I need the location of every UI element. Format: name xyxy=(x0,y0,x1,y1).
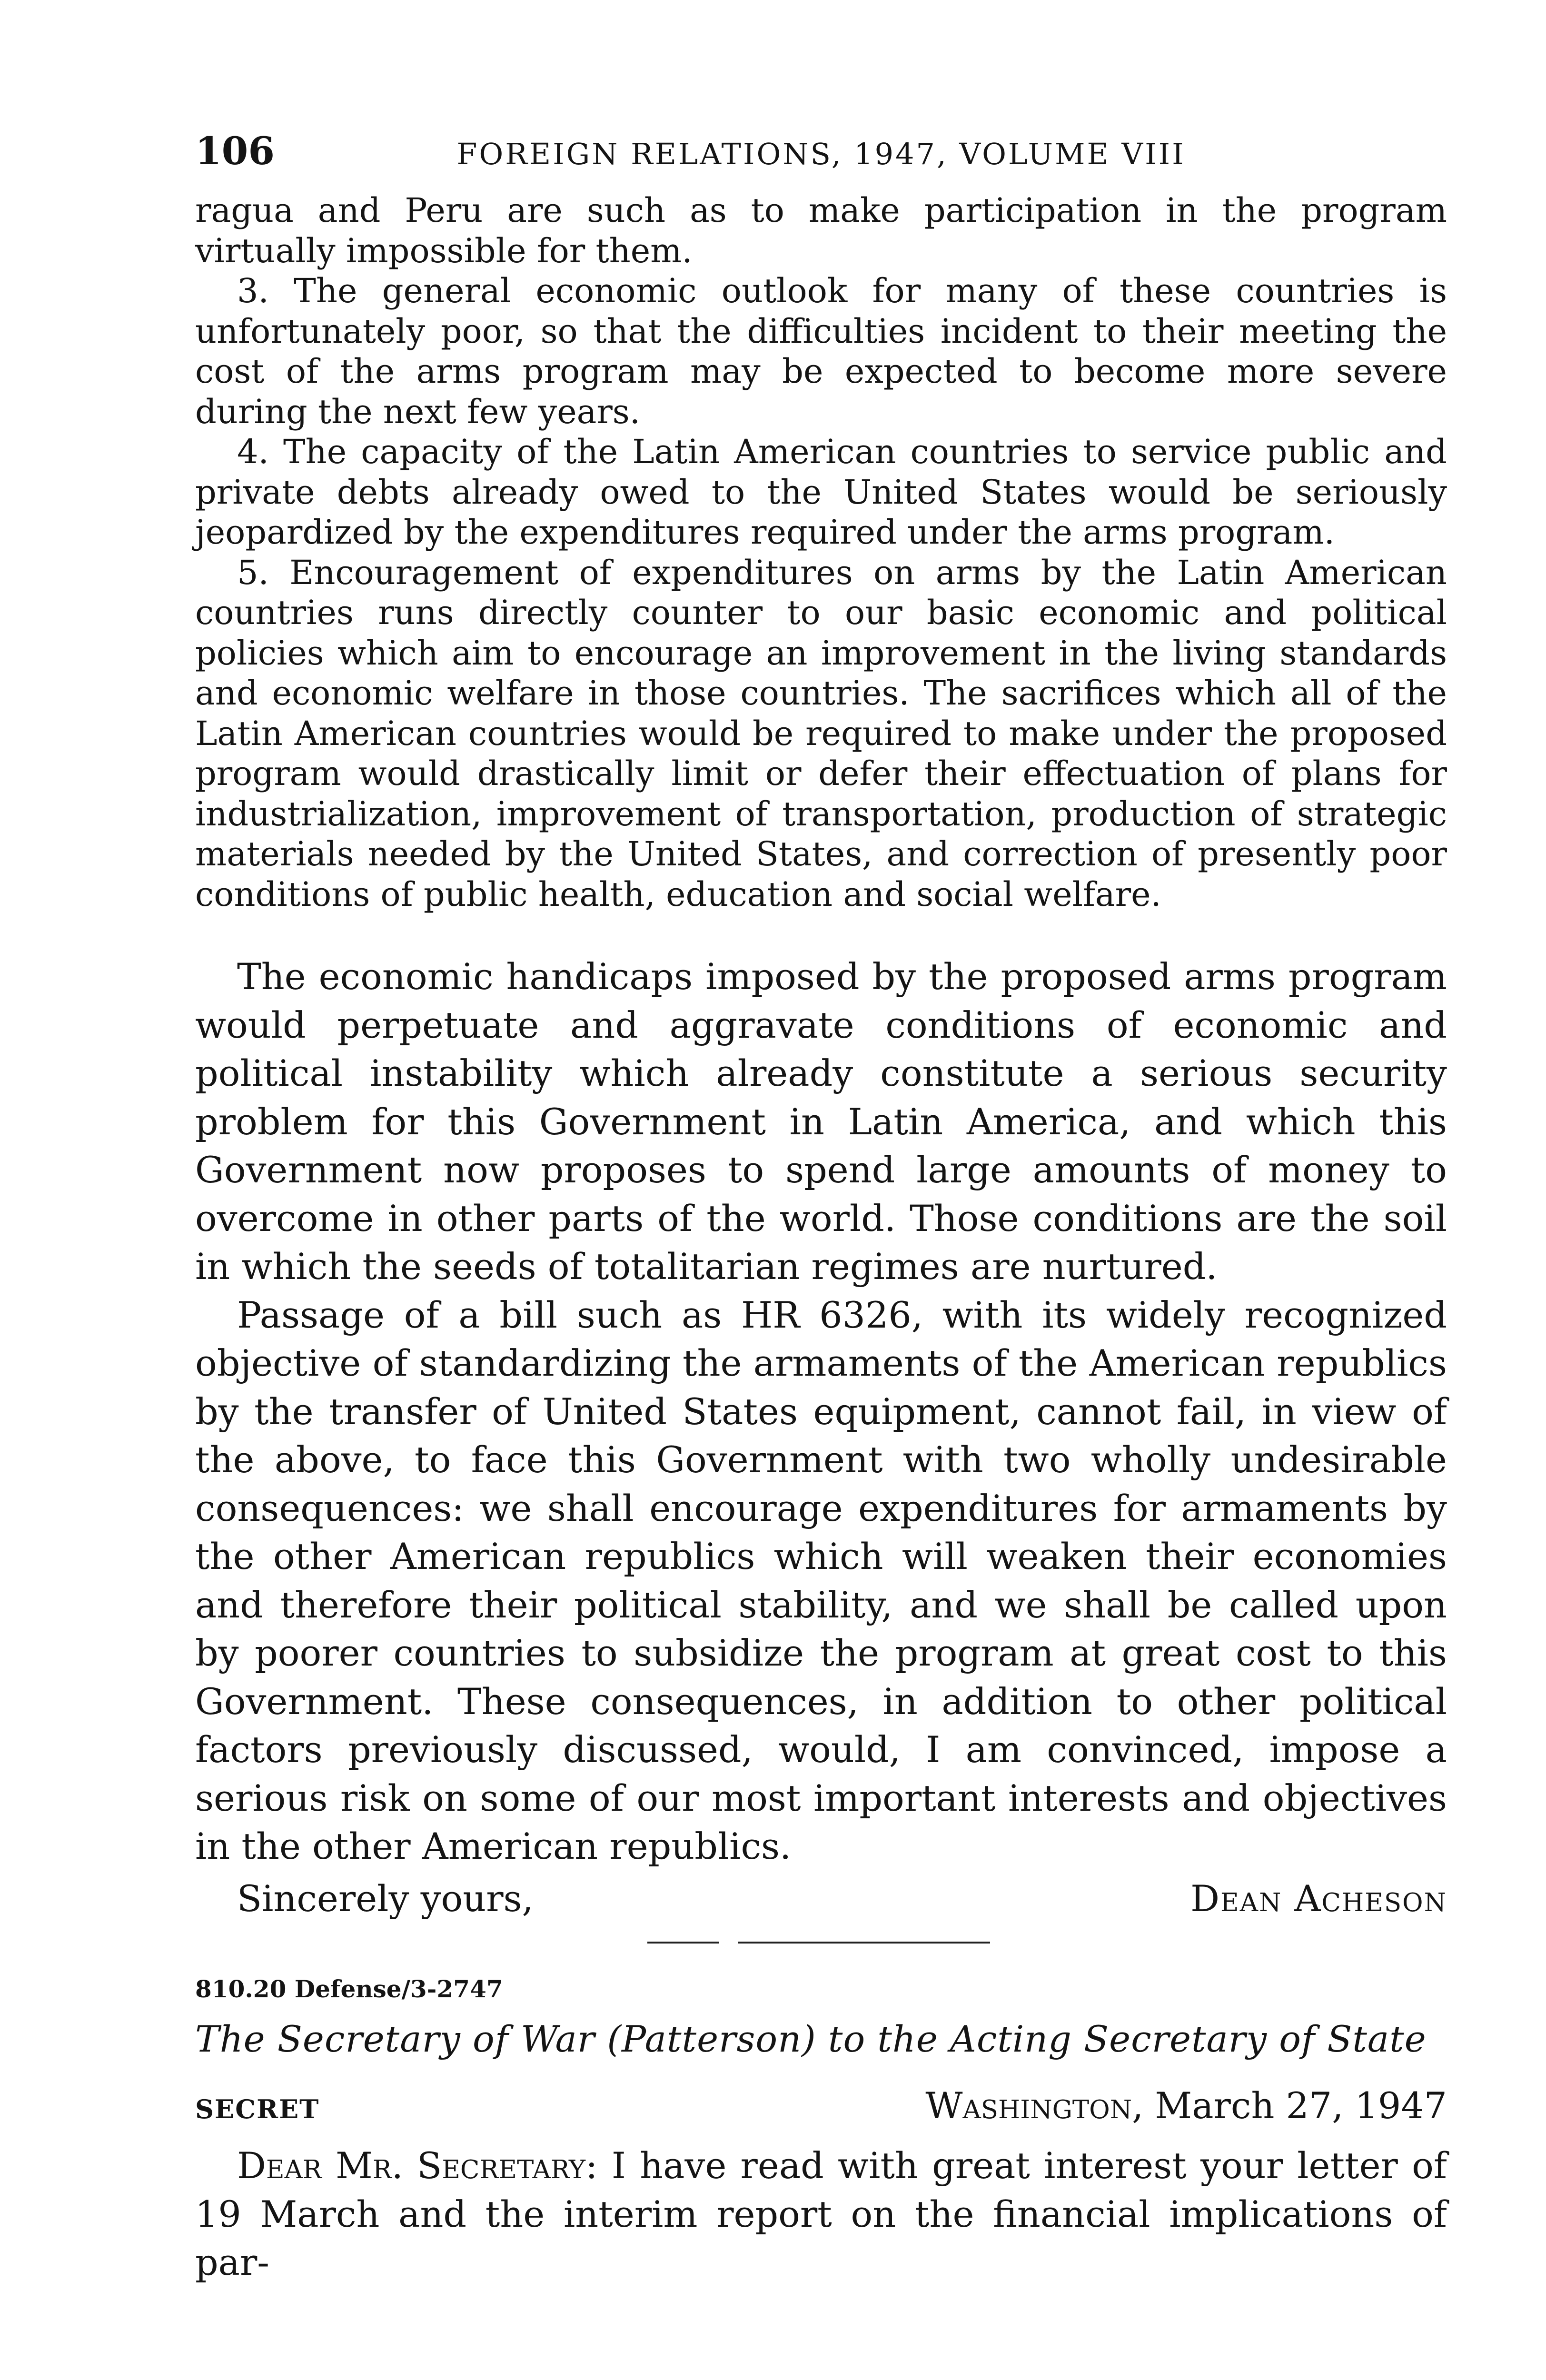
date: March 27, 1947 xyxy=(1155,2084,1447,2127)
page-number: 106 xyxy=(195,129,275,173)
classification-label: SECRET xyxy=(195,2094,320,2124)
running-head: FOREIGN RELATIONS, 1947, VOLUME VIII xyxy=(456,137,1186,171)
closing-row xyxy=(195,1874,1447,1923)
separator-rule-long xyxy=(738,1942,990,1944)
paragraph-point-5: 5. Encouragement of expenditures on arms by the Latin American countries runs directly counter to our basic economic and political policies which aim to encourage an improvement in the living standards and economic welfare in those countries. The sacrifices which all of the Latin American countries would be required to make under the proposed program would drastically limit or defer their effectuation of plans for industrialization, improvement of transportation, production of strategic materials needed by the United States, and correction of presently poor conditions of public health, education and social welfare. xyxy=(195,553,1447,914)
document-title: The Secretary of War (Patterson) to the Acting Secretary of State xyxy=(195,2018,1427,2060)
page-header xyxy=(195,129,1447,181)
salutation: Dear Mr. Secretary: xyxy=(237,2144,598,2187)
place: Washington, xyxy=(925,2084,1144,2127)
letter-opening xyxy=(195,2142,1447,2287)
paragraph-point-3: 3. The general economic outlook for many of these countries is unfortunately poor, so that the difficulties incident to their meeting the cost of the arms program may be expected to become more severe during the next few years. xyxy=(195,271,1447,431)
paragraph-economic-handicaps: The economic handicaps imposed by the proposed arms program would perpetuate and aggravate conditions of economic and political instability which already constitute a serious security problem for this Government in Latin America, and which this Government now proposes to spend large amounts of money to overcome in other parts of the world. Those conditions are the soil in which the seeds of totalitarian regimes are nurtured. xyxy=(195,955,1447,1288)
paragraph-hr-6326: Passage of a bill such as HR 6326, with its widely recognized objective of standardizing the armaments of the American republics by the transfer of United States equipment, cannot fail, in view of the above, to face this Government with two wholly undesirable consequences: we shall encourage expenditures for armaments by the other American republics which will weaken their economies and therefore their political stability, and we shall be called upon by poorer countries to subsidize the program at great cost to this Government. These consequences, in addition to other political factors previously discussed, would, I am convinced, impose a serious risk on some of our most important interests and objectives in the other American republics. xyxy=(195,1293,1447,1867)
place-date xyxy=(925,2084,1447,2127)
classification-row xyxy=(195,2084,1447,2142)
separator-rule-short xyxy=(647,1942,719,1944)
complimentary-close: Sincerely yours, xyxy=(237,1877,534,1920)
signature: Dean Acheson xyxy=(1190,1877,1447,1920)
letter-body-start: I have read with great interest your letter of 19 March and the interim report on the financial implications of par- xyxy=(195,2144,1447,2283)
file-reference: 810.20 Defense/3-2747 xyxy=(195,1975,503,2003)
document-page xyxy=(195,129,1447,2287)
paragraph-continuation: ragua and Peru are such as to make participation in the program virtually impossible for them. xyxy=(195,191,1447,270)
letter-conclusion xyxy=(195,952,1447,1871)
numbered-points xyxy=(195,190,1447,914)
document-separator xyxy=(195,1927,1447,1956)
paragraph-point-4: 4. The capacity of the Latin American countries to service public and private debts already owed to the United States would be seriously jeopardized by the expenditures required under the arms program. xyxy=(195,432,1447,552)
